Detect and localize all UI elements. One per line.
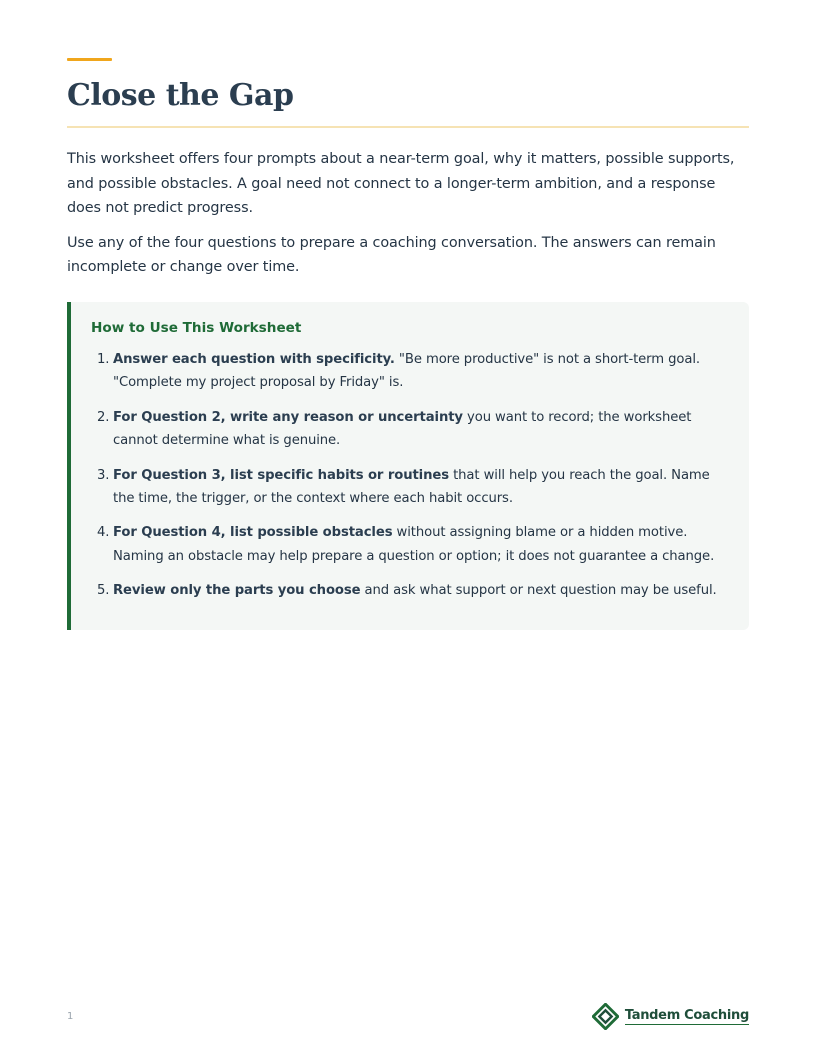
worksheet-page	[67, 58, 749, 630]
intro-paragraph-1: This worksheet offers four prompts about a near-term goal, why it matters, possible supports, and possible obstacles. A goal need not connect to a longer-term ambition, and a response does not predict progress.	[67, 151, 735, 217]
page-number: 1	[67, 1011, 74, 1022]
step-text: that will help you reach the goal. Name the time, the trigger, or the context where each habit occurs.	[113, 467, 710, 506]
instruction-list	[91, 348, 725, 603]
step-emphasis: For Question 2, write any reason or uncertainty	[113, 409, 463, 425]
step-text: without assigning blame or a hidden motive. Naming an obstacle may help prepare a question or option; it does not guarantee a change.	[113, 525, 715, 564]
instruction-step	[91, 406, 725, 453]
title-accent-bar	[67, 58, 112, 61]
step-number: 1.	[97, 351, 110, 367]
instruction-step	[91, 521, 725, 568]
instruction-step	[91, 464, 725, 511]
step-number: 3.	[97, 467, 110, 483]
tandem-diamond-logo-icon	[592, 1003, 619, 1030]
step-text: "Be more productive" is not a short-term goal. "Complete my project proposal by Friday" is.	[113, 351, 700, 391]
step-number: 2.	[97, 409, 110, 425]
instruction-step	[91, 348, 725, 395]
title-divider	[67, 126, 749, 128]
step-emphasis: For Question 4, list possible obstacles	[113, 525, 393, 541]
step-emphasis: For Question 3, list specific habits or routines	[113, 467, 449, 483]
brand-logo	[592, 1003, 749, 1030]
callout-title: How to Use This Worksheet	[91, 319, 302, 336]
brand-name: Tandem Coaching	[624, 1008, 749, 1023]
page-title: Close the Gap	[67, 78, 294, 113]
intro-paragraph-2: Use any of the four questions to prepare a coaching conversation. The answers can remain incomplete or change over time.	[67, 234, 716, 276]
step-number: 4.	[97, 525, 110, 541]
step-emphasis: Review only the parts you choose	[113, 583, 361, 599]
how-to-use-callout	[67, 302, 749, 630]
instruction-step	[91, 579, 725, 602]
step-number: 5.	[97, 583, 110, 599]
step-text: you want to record; the worksheet cannot determine what is genuine.	[113, 409, 692, 449]
intro-section	[67, 147, 749, 280]
step-emphasis: Answer each question with specificity.	[113, 351, 395, 367]
step-text: and ask what support or next question may be useful.	[360, 583, 717, 599]
